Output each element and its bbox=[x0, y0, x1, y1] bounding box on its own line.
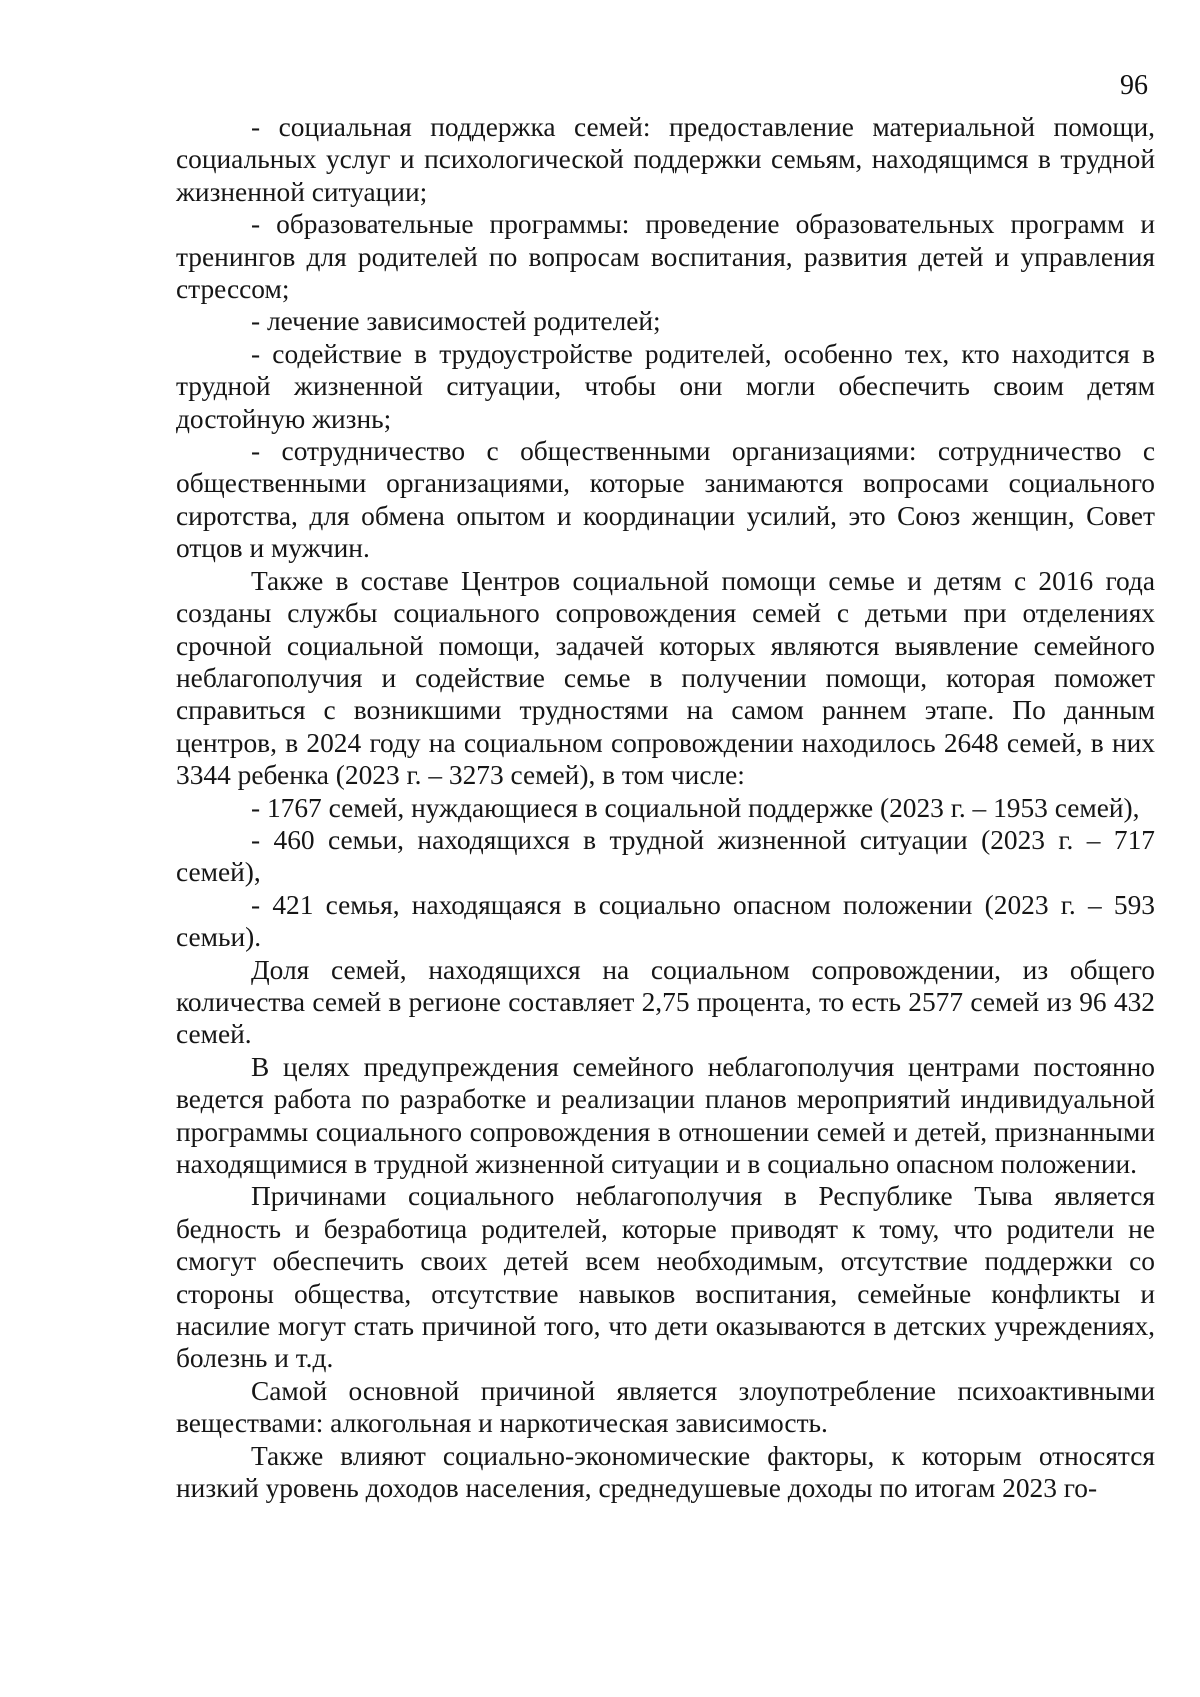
paragraph: Также влияют социально-экономические факторы, к которым относятся низкий уровень доходов населения, среднедушевые доходы по итогам 2023 го- bbox=[176, 1440, 1155, 1504]
paragraph: Причинами социального неблагополучия в Республике Тыва является бедность и безработица родителей, которые приводят к тому, что родители не смогут обеспечить своих детей всем необходимым, отсутствие поддержки со стороны общества, отсутствие навыков воспитания, семейные конфликты и насилие могут стать причиной того, что дети оказываются в детских учреждениях, болезнь и т.д. bbox=[176, 1181, 1155, 1374]
paragraph: - 1767 семей, нуждающиеся в социальной поддержке (2023 г. – 1953 семей), bbox=[251, 792, 1140, 823]
paragraph: - содействие в трудоустройстве родителей, особенно тех, кто находится в трудной жизненной ситуации, чтобы они могли обеспечить своим детям достойную жизнь; bbox=[176, 338, 1155, 434]
paragraph: - сотрудничество с общественными организациями: сотрудничество с общественными организациями, которые занимаются вопросами социального сиротства, для обмена опытом и координации усилий, это Союз женщин, Совет отцов и мужчин. bbox=[176, 436, 1155, 564]
paragraph: - лечение зависимостей родителей; bbox=[251, 306, 661, 337]
body-text bbox=[176, 111, 1155, 1504]
paragraph: Также в составе Центров социальной помощи семье и детям с 2016 года созданы службы социального сопровождения семей с детьми при отделениях срочной социальной помощи, задачей которых являются выявление семейного неблагополучия и содействие семье в получении помощи, которая поможет справиться с возникшими трудностями на самом раннем этапе. По данным центров, в 2024 году на социальном сопровождении находилось 2648 семей, в них 3344 ребенка (2023 г. – 3273 семей), в том числе: bbox=[176, 565, 1155, 791]
paragraph: Доля семей, находящихся на социальном сопровождении, из общего количества семей в регионе составляет 2,75 процента, то есть 2577 семей из 96 432 семей. bbox=[176, 954, 1155, 1050]
paragraph: В целях предупреждения семейного неблагополучия центрами постоянно ведется работа по разработке и реализации планов мероприятий индивидуальной программы социального сопровождения в отношении семей и детей, признанными находящимися в трудной жизненной ситуации и в социально опасном положении. bbox=[176, 1051, 1155, 1179]
page-number: 96 bbox=[1120, 70, 1148, 101]
paragraph: - социальная поддержка семей: предоставление материальной помощи, социальных услуг и психологической поддержки семьям, находящимся в трудной жизненной ситуации; bbox=[176, 112, 1155, 207]
paragraph: - образовательные программы: проведение образовательных программ и тренингов для родителей по вопросам воспитания, развития детей и управления стрессом; bbox=[176, 209, 1155, 305]
paragraph: Самой основной причиной является злоупотребление психоактивными веществами: алкогольная и наркотическая зависимость. bbox=[176, 1375, 1155, 1439]
paragraph: - 460 семьи, находящихся в трудной жизненной ситуации (2023 г. – 717 семей), bbox=[176, 824, 1155, 888]
paragraph: - 421 семья, находящаяся в социально опасном положении (2023 г. – 593 семьи). bbox=[176, 889, 1155, 953]
